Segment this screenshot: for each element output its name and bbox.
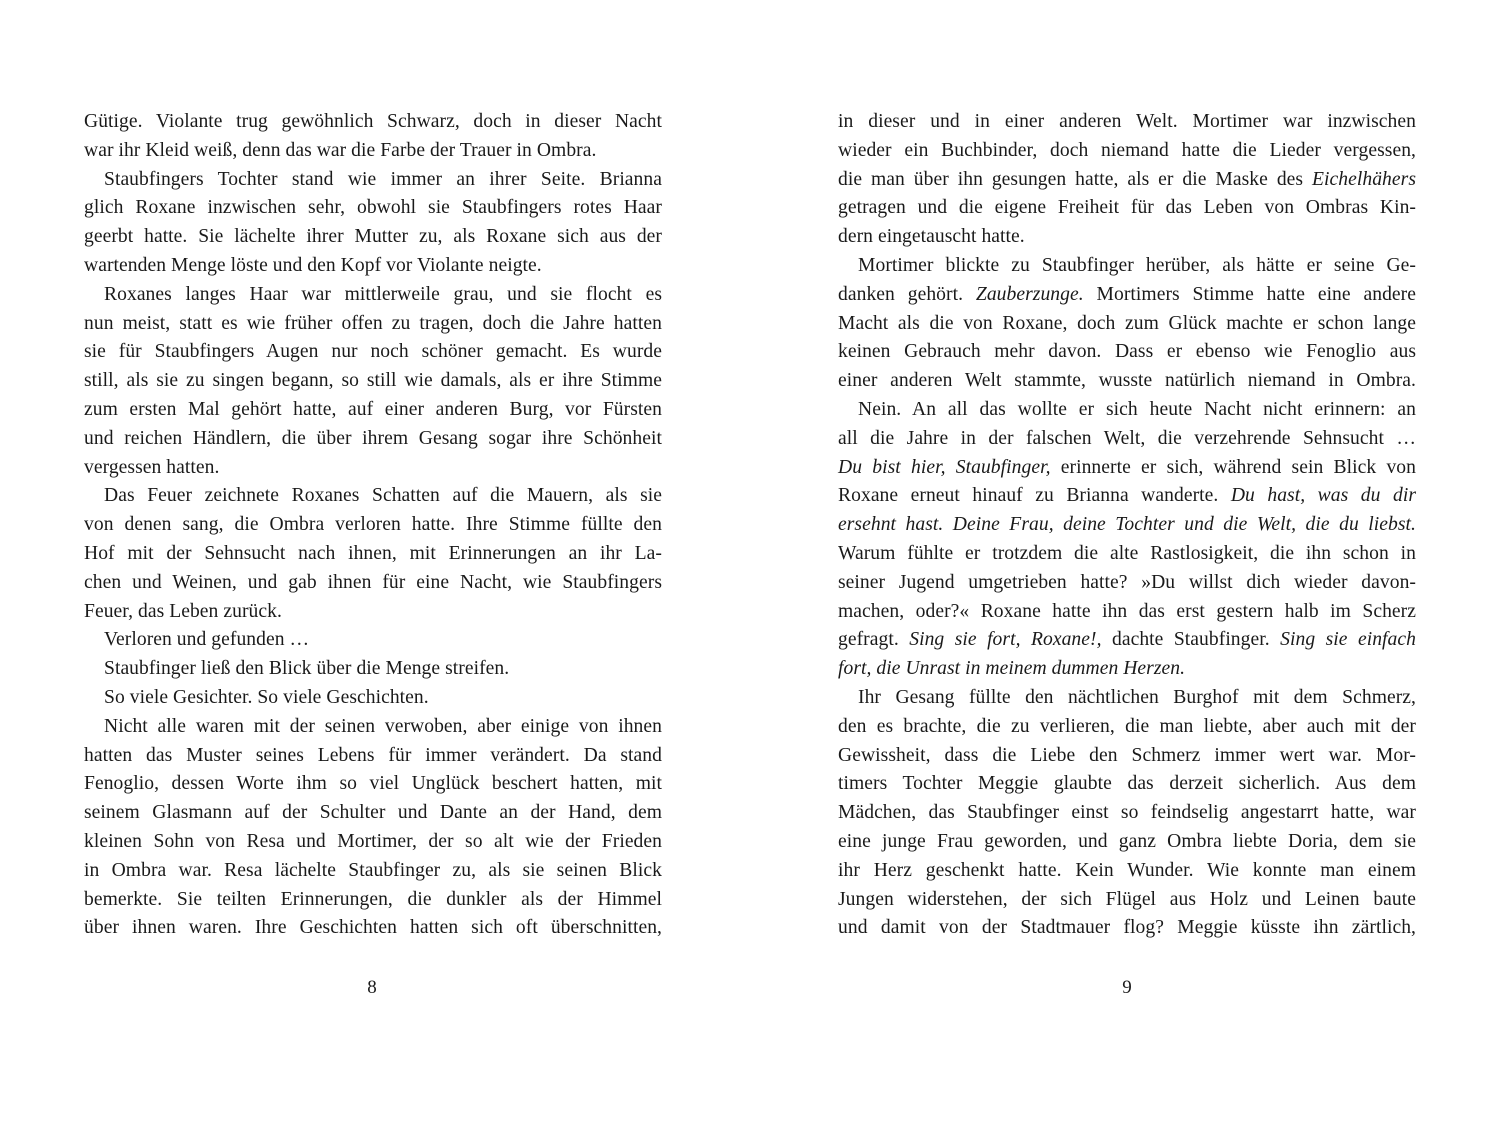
- text-run: über ihnen waren. Ihre Geschichten hatten sich oft überschnitten,: [84, 917, 662, 939]
- text-line: [84, 511, 662, 540]
- italic-text: Zauberzunge.: [975, 283, 1084, 305]
- text-run: Jungen widerstehen, der sich Flügel aus Holz und Leinen baute: [838, 888, 1416, 910]
- text-run: zum ersten Mal gehört hatte, auf einer anderen Burg, vor Fürsten: [84, 398, 662, 420]
- text-line: [838, 338, 1416, 367]
- text-line: [838, 713, 1416, 742]
- text-line: [84, 742, 662, 771]
- text-run: Gewissheit, dass die Liebe den Schmerz immer wert war. Mor-: [838, 744, 1416, 766]
- right-page-number: 9: [1122, 977, 1132, 998]
- text-run: kleinen Sohn von Resa und Mortimer, der so alt wie der Frieden: [84, 830, 662, 852]
- text-line: [838, 799, 1416, 828]
- text-run: Mortimers Stimme hatte eine andere: [1083, 283, 1416, 305]
- text-line: [838, 367, 1416, 396]
- text-line: [84, 828, 662, 857]
- text-line: [84, 569, 662, 598]
- text-run: Macht als die von Roxane, doch zum Glück machte er schon lange: [838, 312, 1416, 334]
- text-line: [84, 626, 662, 655]
- italic-text: Du bist hier, Staubfinger,: [838, 456, 1051, 478]
- text-run: Hof mit der Sehnsucht nach ihnen, mit Erinnerungen an ihr La-: [84, 542, 662, 564]
- text-run: Roxanes langes Haar war mittlerweile grau, und sie flocht es: [104, 283, 662, 305]
- text-line: [84, 770, 662, 799]
- text-run: all die Jahre in der falschen Welt, die verzehrende Sehnsucht …: [838, 427, 1416, 449]
- text-line: [84, 367, 662, 396]
- text-line: [838, 828, 1416, 857]
- text-line: [838, 194, 1416, 223]
- text-line: [84, 799, 662, 828]
- text-run: Staubfinger ließ den Blick über die Menge streifen.: [104, 658, 510, 680]
- text-line: [838, 281, 1416, 310]
- text-run: danken gehört.: [838, 283, 976, 305]
- text-run: einer anderen Welt stammte, wusste natürlich niemand in Ombra.: [838, 370, 1416, 392]
- text-run: dachte Staubfinger.: [1101, 629, 1281, 651]
- text-run: den es brachte, die zu verlieren, die man liebte, aber auch mit der: [838, 715, 1416, 737]
- text-run: Warum fühlte er trotzdem die alte Rastlosigkeit, die ihn schon in: [838, 542, 1416, 564]
- text-line: [838, 511, 1416, 540]
- text-run: timers Tochter Meggie glaubte das derzeit sicherlich. Aus dem: [838, 773, 1416, 795]
- italic-text: fort, die Unrast in meinem dummen Herzen.: [838, 658, 1186, 680]
- italic-text: Sing sie einfach: [1280, 629, 1416, 651]
- text-line: [84, 655, 662, 684]
- text-line: [838, 252, 1416, 281]
- right-page-text: [838, 108, 1416, 943]
- italic-text: Du hast, was du dir: [1230, 485, 1416, 507]
- text-line: [84, 194, 662, 223]
- text-line: [84, 454, 662, 483]
- text-line: [84, 857, 662, 886]
- text-line: [838, 684, 1416, 713]
- text-line: [84, 540, 662, 569]
- text-run: chen und Weinen, und gab ihnen für eine Nacht, wie Staubfingers: [84, 571, 662, 593]
- text-line: [838, 540, 1416, 569]
- left-page-text: [84, 108, 662, 943]
- text-run: dern eingetauscht hatte.: [838, 226, 1025, 248]
- text-line: [838, 454, 1416, 483]
- italic-text: Sing sie fort, Roxane!,: [909, 629, 1102, 651]
- text-line: [84, 281, 662, 310]
- text-line: [838, 310, 1416, 339]
- text-run: Staubfingers Tochter stand wie immer an ihrer Seite. Brianna: [104, 168, 662, 190]
- text-line: [84, 598, 662, 627]
- text-run: von denen sang, die Ombra verloren hatte. Ihre Stimme füllte den: [84, 514, 662, 536]
- text-run: machen, oder?« Roxane hatte ihn das erst gestern halb im Scherz: [838, 600, 1416, 622]
- italic-text: Eichelhähers: [1312, 168, 1416, 190]
- text-run: war ihr Kleid weiß, denn das war die Farbe der Trauer in Ombra.: [84, 139, 597, 161]
- text-line: [838, 770, 1416, 799]
- text-line: [838, 108, 1416, 137]
- text-line: [838, 482, 1416, 511]
- text-line: [84, 914, 662, 943]
- text-run: getragen und die eigene Freiheit für das Leben von Ombras Kin-: [838, 197, 1416, 219]
- text-line: [84, 396, 662, 425]
- text-line: [838, 914, 1416, 943]
- text-run: gefragt.: [838, 629, 910, 651]
- text-run: So viele Gesichter. So viele Geschichten.: [104, 686, 429, 708]
- text-run: Nicht alle waren mit der seinen verwoben, aber einige von ihnen: [104, 715, 662, 737]
- text-run: Fenoglio, dessen Worte ihm so viel Unglück beschert hatten, mit: [84, 773, 662, 795]
- text-run: Das Feuer zeichnete Roxanes Schatten auf die Mauern, als sie: [104, 485, 662, 507]
- text-run: ihr Herz geschenkt hatte. Kein Wunder. Wie konnte man einem: [838, 859, 1416, 881]
- text-line: [84, 886, 662, 915]
- italic-text: ersehnt hast. Deine Frau, deine Tochter und die Welt, die du liebst.: [838, 514, 1416, 536]
- text-line: [84, 252, 662, 281]
- text-run: in dieser und in einer anderen Welt. Mortimer war inzwischen: [838, 111, 1416, 132]
- text-run: Gütige. Violante trug gewöhnlich Schwarz, doch in dieser Nacht: [84, 111, 662, 132]
- text-run: Verloren und gefunden …: [104, 629, 310, 651]
- text-line: [84, 166, 662, 195]
- text-run: in Ombra war. Resa lächelte Staubfinger zu, als sie seinen Blick: [84, 859, 662, 881]
- text-run: Mädchen, das Staubfinger einst so feindselig angestarrt hatte, war: [838, 802, 1416, 824]
- text-run: geerbt hatte. Sie lächelte ihrer Mutter zu, als Roxane sich aus der: [84, 226, 662, 248]
- text-run: Ihr Gesang füllte den nächtlichen Burghof mit dem Schmerz,: [858, 686, 1416, 708]
- text-run: seinem Glasmann auf der Schulter und Dante an der Hand, dem: [84, 802, 662, 824]
- text-run: still, als sie zu singen begann, so still wie damals, als er ihre Stimme: [84, 370, 662, 392]
- text-run: Mortimer blickte zu Staubfinger herüber, als hätte er seine Ge-: [858, 254, 1416, 276]
- text-line: [84, 713, 662, 742]
- text-line: [838, 655, 1416, 684]
- text-run: Nein. An all das wollte er sich heute Nacht nicht erinnern: an: [858, 398, 1416, 420]
- text-line: [84, 223, 662, 252]
- text-run: eine junge Frau geworden, und ganz Ombra liebte Doria, dem sie: [838, 830, 1416, 852]
- text-run: vergessen hatten.: [84, 456, 220, 478]
- text-line: [84, 482, 662, 511]
- text-run: keinen Gebrauch mehr davon. Dass er ebenso wie Fenoglio aus: [838, 341, 1416, 363]
- text-run: Feuer, das Leben zurück.: [84, 600, 282, 622]
- text-run: hatten das Muster seines Lebens für immer verändert. Da stand: [84, 744, 662, 766]
- text-line: [838, 223, 1416, 252]
- text-run: Roxane erneut hinauf zu Brianna wanderte.: [838, 485, 1231, 507]
- text-run: seiner Jugend umgetrieben hatte? »Du willst dich wieder davon-: [838, 571, 1416, 593]
- text-line: [84, 425, 662, 454]
- text-run: wieder ein Buchbinder, doch niemand hatte die Lieder vergessen,: [838, 139, 1416, 161]
- text-line: [838, 886, 1416, 915]
- text-line: [84, 108, 662, 137]
- text-line: [838, 626, 1416, 655]
- text-line: [84, 310, 662, 339]
- text-line: [838, 137, 1416, 166]
- text-line: [838, 569, 1416, 598]
- text-run: bemerkte. Sie teilten Erinnerungen, die dunkler als der Himmel: [84, 888, 662, 910]
- text-line: [84, 338, 662, 367]
- text-line: [838, 396, 1416, 425]
- text-run: und damit von der Stadtmauer flog? Meggie küsste ihn zärtlich,: [838, 917, 1416, 939]
- text-run: glich Roxane inzwischen sehr, obwohl sie Staubfingers rotes Haar: [84, 197, 662, 219]
- text-line: [838, 425, 1416, 454]
- text-line: [84, 137, 662, 166]
- text-line: [838, 598, 1416, 627]
- left-page-number: 8: [367, 977, 377, 998]
- text-line: [838, 857, 1416, 886]
- text-run: wartenden Menge löste und den Kopf vor Violante neigte.: [84, 254, 542, 276]
- text-run: erinnerte er sich, während sein Blick von: [1050, 456, 1416, 478]
- text-run: und reichen Händlern, die über ihrem Gesang sogar ihre Schönheit: [84, 427, 662, 449]
- text-run: die man über ihn gesungen hatte, als er die Maske des: [838, 168, 1313, 190]
- text-line: [838, 742, 1416, 771]
- text-run: nun meist, statt es wie früher offen zu tragen, doch die Jahre hatten: [84, 312, 662, 334]
- text-line: [84, 684, 662, 713]
- text-line: [838, 166, 1416, 195]
- text-run: sie für Staubfingers Augen nur noch schöner gemacht. Es wurde: [84, 341, 662, 363]
